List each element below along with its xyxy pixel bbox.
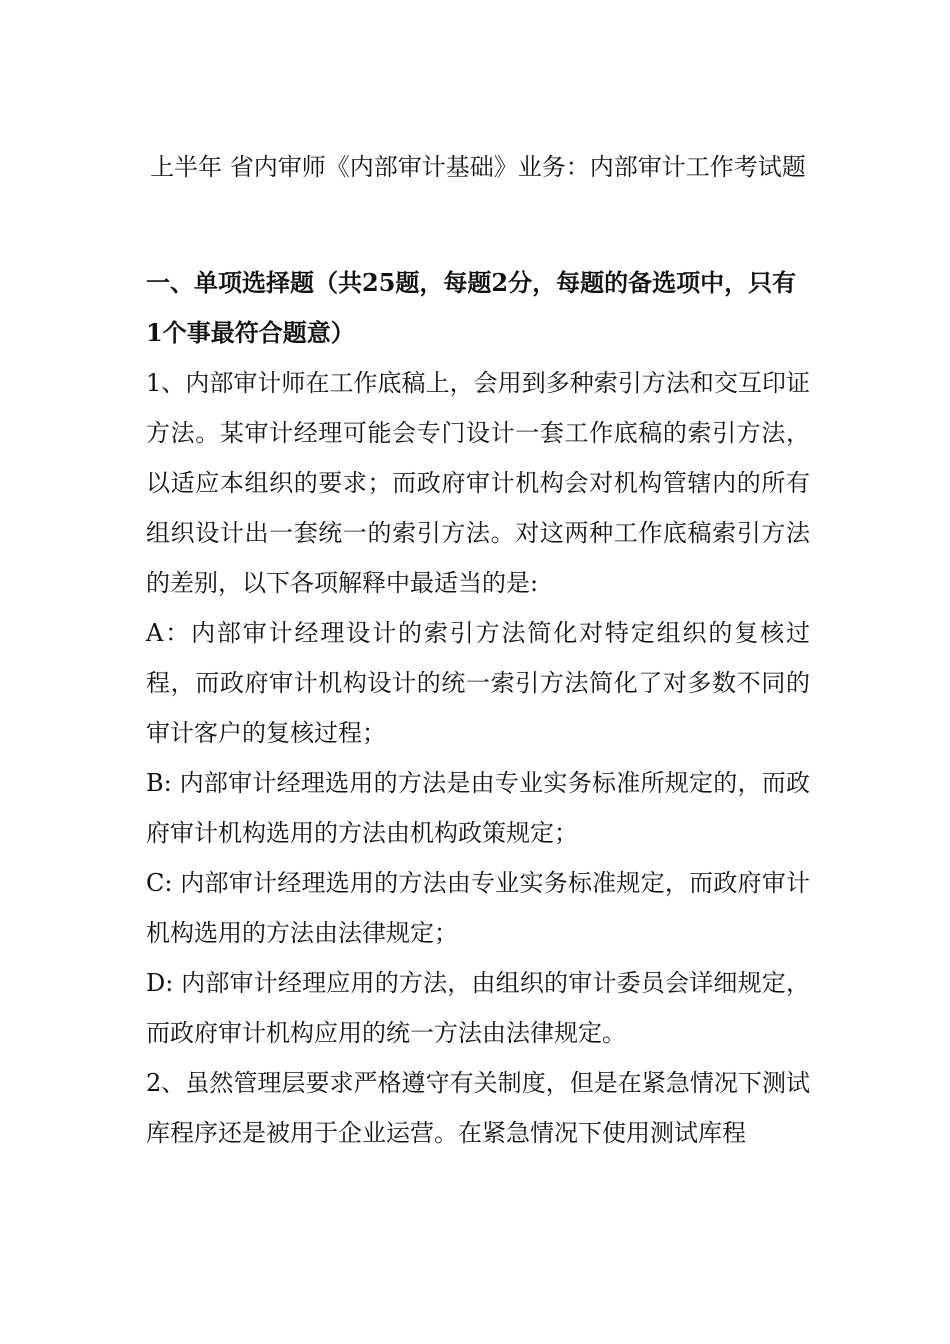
question-1-option-c: C: 内部审计经理选用的方法由专业实务标准规定，而政府审计机构选用的方法由法律规定； <box>146 869 810 947</box>
question-1-option-d: D: 内部审计经理应用的方法，由组织的审计委员会详细规定，而政府审计机构应用的统一方法由法律规定。 <box>146 969 810 1047</box>
question-1-stem: 1、内部审计师在工作底稿上，会用到多种索引方法和交互印证方法。某审计经理可能会专门设计一套工作底稿的索引方法，以适应本组织的要求；而政府审计机构会对机构管辖内的所有组织设计出一套统一的索引方法。对这两种工作底稿索引方法的差别，以下各项解释中最适当的是: <box>146 369 810 597</box>
question-1-option-a: A：内部审计经理设计的索引方法简化对特定组织的复核过程，而政府审计机构设计的统一索引方法简化了对多数不同的审计客户的复核过程； <box>146 619 810 747</box>
document-title: 上半年 省内审师《内部审计基础》业务：内部审计工作考试题 <box>150 153 806 181</box>
question-1-option-b: B: 内部审计经理选用的方法是由专业实务标准所规定的，而政府审计机构选用的方法由机构政策规定； <box>146 769 810 847</box>
section-heading: 一、单项选择题（共25题，每题2分，每题的备选项中，只有1个事最符合题意） <box>146 268 797 347</box>
document-body <box>146 142 810 1158</box>
question-2-stem: 2、虽然管理层要求严格遵守有关制度，但是在紧急情况下测试库程序还是被用于企业运营。在紧急情况下使用测试库程 <box>146 1069 810 1147</box>
